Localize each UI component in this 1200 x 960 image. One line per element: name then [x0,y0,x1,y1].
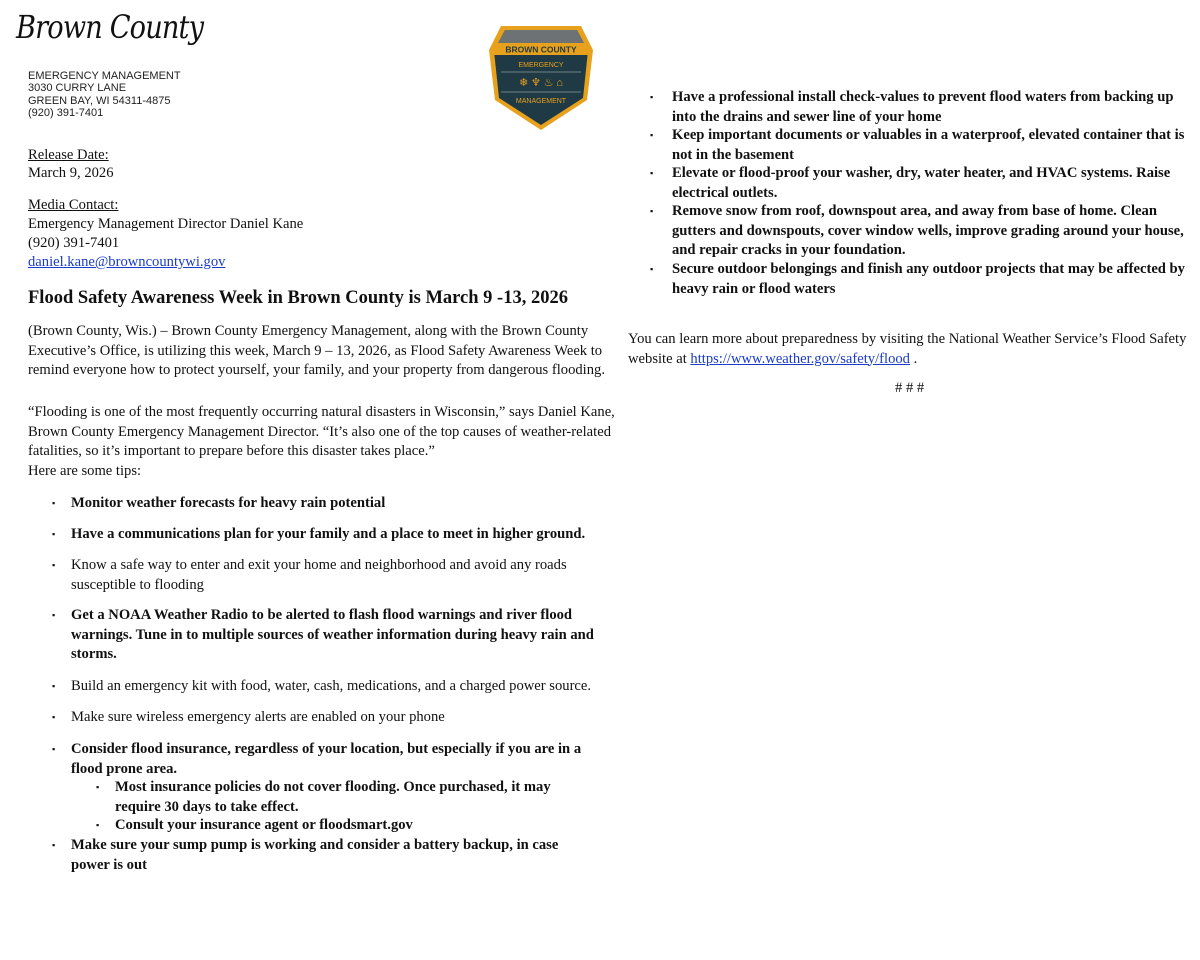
contact-email-link[interactable]: daniel.kane@browncountywi.gov [28,254,226,270]
svg-text:BROWN COUNTY: BROWN COUNTY [505,44,577,55]
svg-text:MANAGEMENT: MANAGEMENT [515,98,567,105]
release-date-label: Release Date: [28,147,109,163]
tip-item: ▪ Build an emergency kit with food, water, cash, medications, and a charged power source. [52,678,592,694]
press-release-title: Flood Safety Awareness Week in Brown County is March 9 -13, 2026 [28,288,568,308]
tip-item: ▪ Have a communications plan for your family and a place to meet in higher ground. [52,526,586,542]
svg-text:❄ ♆ ♨ ⌂: ❄ ♆ ♨ ⌂ [519,77,563,89]
tip-item: ▪ Know a safe way to enter and exit your home and neighborhood and avoid any roads susceptible to flooding [52,557,567,593]
closing-paragraph [628,330,1193,369]
tips-intro: Here are some tips: [28,463,142,479]
address-line: (920) 391-7401 [28,106,104,119]
tip-item: ▪ Monitor weather forecasts for heavy rain potential [52,495,386,511]
right-tip-item: ▪ Elevate or flood-proof your washer, dry, water heater, and HVAC systems. Raise electrical outlets. [650,165,1171,201]
tip-item: ▪ Make sure your sump pump is working and consider a battery backup, in case power is out [52,837,559,873]
emergency-management-logo [485,20,597,132]
right-tip-item: ▪ Keep important documents or valuables in a waterproof, elevated container that is not in the basement [650,127,1185,163]
closing-text: You can learn more about preparedness by visiting the National Weather Service’s Flood Safety website at [628,331,1187,367]
release-date: March 9, 2026 [28,165,114,181]
address-line: 3030 CURRY LANE [28,82,127,95]
address-line: EMERGENCY MANAGEMENT [28,70,181,82]
tip-item: ▪ Consider flood insurance, regardless of your location, but especially if you are in a flood prone area. [52,741,582,777]
closing-period: . [909,350,918,367]
right-tip-item: ▪ Secure outdoor belongings and finish any outdoor projects that may be affected by heavy rain or flood waters [650,261,1185,297]
end-mark: # # # [895,380,925,396]
contact-phone: (920) 391-7401 [28,235,120,251]
intro-paragraph: (Brown County, Wis.) – Brown County Emergency Management, along with the Brown County Executive’s Office, is utilizing this week, March 9 – 13, 2026, as Flood Safety Awareness Week to remind everyone how to protect yourself, your family, and your property from dangerous flooding. [28,323,605,378]
right-tip-item: ▪ Have a professional install check-values to prevent flood waters from backing up into the drains and sewer line of your home [650,89,1174,125]
tip-item: ▪ Make sure wireless emergency alerts are enabled on your phone [52,709,445,725]
right-tip-item: ▪ Remove snow from roof, downspout area, and away from base of home. Clean gutters and downspouts, cover window wells, improve grading around your house, and repair cracks in your foundation. [650,203,1184,258]
quote-paragraph: “Flooding is one of the most frequently occurring natural disasters in Wisconsin,” says Daniel Kane, Brown County Emergency Management Director. “It’s also one of the top causes of weather-related fatalities, so it’s important to prepare before this disaster takes place.” [28,404,615,459]
address-line: GREEN BAY, WI 54311-4875 [28,94,171,107]
contact-name: Emergency Management Director Daniel Kane [28,216,304,232]
tip-item: ▪ Get a NOAA Weather Radio to be alerted to flash flood warnings and river flood warnings. Tune in to multiple sources of weather information during heavy rain and storms. [52,607,594,662]
media-contact-label: Media Contact: [28,197,119,213]
brown-county-wordmark: Brown County [16,8,204,46]
nws-flood-safety-link[interactable]: https://www.weather.gov/safety/flood [690,350,910,367]
svg-text:EMERGENCY: EMERGENCY [518,62,564,69]
insurance-subtip: ▪ Consult your insurance agent or floodsmart.gov [96,817,413,833]
letterhead-address [28,70,181,119]
insurance-subtip: ▪ Most insurance policies do not cover flooding. Once purchased, it may require 30 days to take effect. [96,779,551,815]
